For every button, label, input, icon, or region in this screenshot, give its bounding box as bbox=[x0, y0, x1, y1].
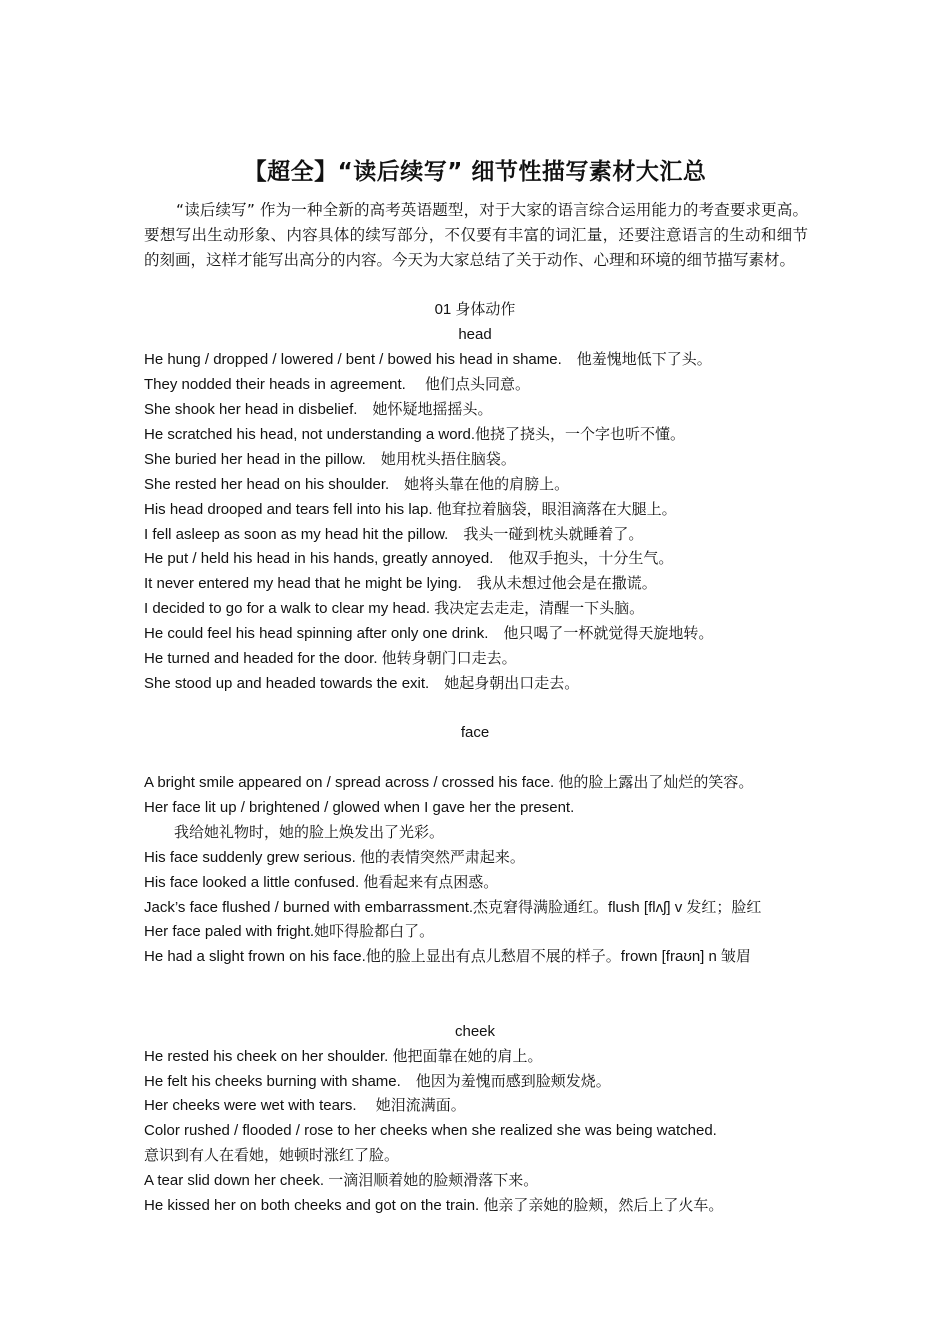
sentence-line: His head drooped and tears fell into his lap. 他耷拉着脑袋，眼泪滴落在大腿上。 bbox=[144, 501, 677, 518]
sentence-line: He hung / dropped / lowered / bent / bowed his head in shame. 他羞愧地低下了头。 bbox=[144, 351, 712, 368]
intro-paragraph: “读后续写” 作为一种全新的高考英语题型，对于大家的语言综合运用能力的考查要求更高。要想写出生动形象、内容具体的续写部分，不仅要有丰富的词汇量，还要注意语言的生动和细节的刻画，这样才能写出高分的内容。今天为大家总结了关于动作、心理和环境的细节描写素材。 bbox=[144, 201, 808, 269]
subheading-cheek: cheek bbox=[454, 1023, 496, 1040]
sentence-line: Color rushed / flooded / rose to her cheeks when she realized she was being watched. bbox=[144, 1122, 717, 1139]
sentence-line: She buried her head in the pillow. 她用枕头捂住脑袋。 bbox=[144, 451, 516, 468]
section-heading: 01 身体动作 bbox=[434, 301, 516, 318]
sentence-line: He rested his cheek on her shoulder. 他把面靠在她的肩上。 bbox=[144, 1048, 543, 1065]
sentence-line: She stood up and headed towards the exit. 她起身朝出口走去。 bbox=[144, 675, 580, 692]
sentence-line: She shook her head in disbelief. 她怀疑地摇摇头。 bbox=[144, 401, 493, 418]
sentence-line: Her cheeks were wet with tears. 她泪流满面。 bbox=[144, 1097, 466, 1114]
sentence-line: He put / held his head in his hands, greatly annoyed. 他双手抱头，十分生气。 bbox=[144, 550, 674, 567]
sentence-line: I fell asleep as soon as my head hit the pillow. 我头一碰到枕头就睡着了。 bbox=[144, 526, 644, 543]
page-title: 【超全】“读后续写” 细节性描写素材大汇总 bbox=[243, 159, 707, 185]
sentence-line: He scratched his head, not understanding a word.他挠了挠头，一个字也听不懂。 bbox=[144, 426, 686, 443]
subheading-face: face bbox=[460, 724, 490, 741]
sentence-line: His face looked a little confused. 他看起来有点困惑。 bbox=[144, 874, 499, 891]
sentence-line: He had a slight frown on his face.他的脸上显出有点儿愁眉不展的样子。frown [fraʊn] n 皱眉 bbox=[144, 948, 752, 965]
sentence-line: 我给她礼物时，她的脸上焕发出了光彩。 bbox=[144, 824, 445, 841]
sentence-line: I decided to go for a walk to clear my head. 我决定去走走，清醒一下头脑。 bbox=[144, 600, 645, 617]
sentence-line: She rested her head on his shoulder. 她将头靠在他的肩膀上。 bbox=[144, 476, 570, 493]
sentence-line: He turned and headed for the door. 他转身朝门口走去。 bbox=[144, 650, 517, 667]
sentence-line: Her face paled with fright.她吓得脸都白了。 bbox=[144, 923, 435, 940]
sentence-line: He kissed her on both cheeks and got on the train. 他亲了亲她的脸颊，然后上了火车。 bbox=[144, 1197, 724, 1214]
subheading-head: head bbox=[458, 326, 492, 343]
sentence-line: He felt his cheeks burning with shame. 他因为羞愧而感到脸颊发烧。 bbox=[144, 1073, 611, 1090]
sentence-line: He could feel his head spinning after only one drink. 他只喝了一杯就觉得天旋地转。 bbox=[144, 625, 714, 642]
sentence-line: A bright smile appeared on / spread across / crossed his face. 他的脸上露出了灿烂的笑容。 bbox=[144, 774, 754, 791]
sentence-line: A tear slid down her cheek. 一滴泪顺着她的脸颊滑落下来。 bbox=[144, 1172, 539, 1189]
sentence-line: It never entered my head that he might be lying. 我从未想过他会是在撒谎。 bbox=[144, 575, 657, 592]
sentence-line: 意识到有人在看她，她顿时涨红了脸。 bbox=[144, 1147, 400, 1164]
sentence-line: Jack’s face flushed / burned with embarrassment.杰克窘得满脸通红。flush [flʌʃ] v 发红；脸红 bbox=[144, 899, 762, 916]
sentence-line: They nodded their heads in agreement. 他们点头同意。 bbox=[144, 376, 531, 393]
sentence-line: Her face lit up / brightened / glowed when I gave her the present. bbox=[144, 799, 575, 816]
sentence-line: His face suddenly grew serious. 他的表情突然严肃起来。 bbox=[144, 849, 525, 866]
